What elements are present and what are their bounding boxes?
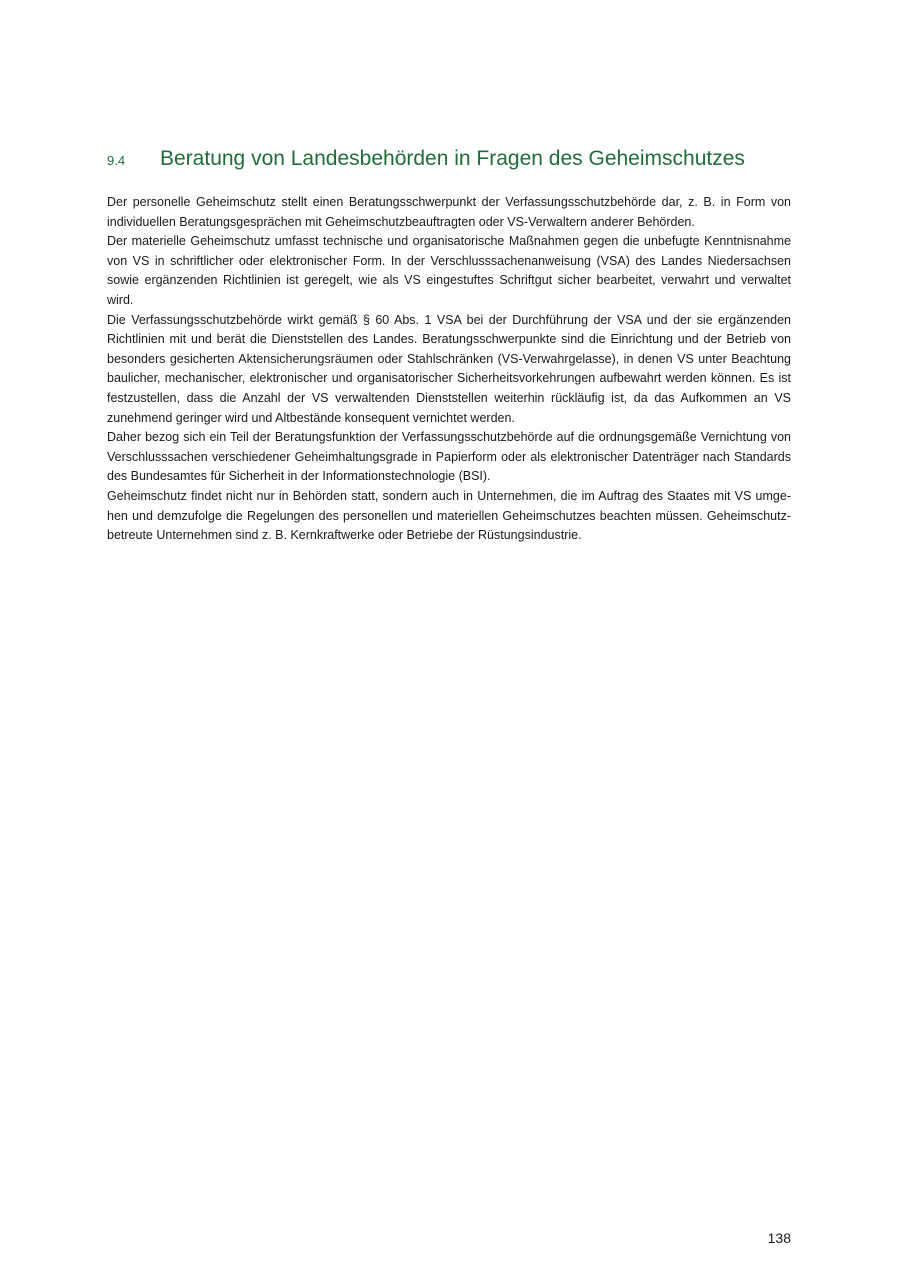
section-title: Beratung von Landesbehörden in Fragen des Geheimschutzes [160, 147, 745, 170]
paragraph-destruction: Daher bezog sich ein Teil der Beratungsfunktion der Verfassungsschutzbehörde auf die ordnungsgemäße Vernichtung von Verschlusssachen verschiedener Geheimhaltungsgrade in Papierform oder als elektronischer Datenträger nach Standards des Bundesamtes für Sicherheit in der Informationstechnologie (BSI). [107, 430, 791, 484]
paragraph-companies: Geheimschutz findet nicht nur in Behörden statt, sondern auch in Unternehmen, die im Auftrag des Staates mit VS umgehen und demzufolge die Regelungen des personellen und materiellen Geheimschutzes beachten müssen. Geheimschutzbetreute Unternehmen sind z. B. Kernkraftwerke oder Betriebe der Rüstungsindustrie. [107, 488, 791, 543]
paragraph-advisory-role: Die Verfassungsschutzbehörde wirkt gemäß § 60 Abs. 1 VSA bei der Durchführung der VSA und der sie ergänzenden Richtlinien mit und berät die Dienststellen des Landes. Beratungsschwerpunkte sind die Einrichtung und der Betrieb von besonders gesicherten Aktensicherungsräumen oder Stahlschränken (VS-Verwahrgelasse), in denen VS unter Beachtung baulicher, mechanischer, elektronischer und organisatorischer Sicherheitsvorkehrungen aufbewahrt werden können. Es ist festzustellen, dass die Anzahl der VS verwaltenden Dienststellen weiterhin rückläufig ist, da das Aufkommen an VS zunehmend geringer wird und Altbestände konsequent vernichtet werden. [107, 312, 791, 425]
section-heading [107, 144, 797, 174]
paragraph-material-security: Der materielle Geheimschutz umfasst technische und organisatorische Maßnahmen gegen die unbefugte Kenntnisnahme von VS in schriftlicher oder elektronischer Form. In der Verschlusssachenanweisung (VSA) des Landes Niedersachsen sowie ergänzenden Richtlinien ist geregelt, wie als VS eingestuftes Schriftgut sicher bearbeitet, verwahrt und verwaltet wird. [107, 234, 791, 307]
paragraph-personnel-security: Der personelle Geheimschutz stellt einen Beratungsschwerpunkt der Verfassungsschutzbehörde dar, z. B. in Form von individuellen Beratungsgesprächen mit Geheimschutzbeauftragten oder VS-Verwaltern anderer Behörden. [107, 195, 791, 229]
page-number: 138 [767, 1230, 791, 1246]
section-number: 9.4 [107, 153, 126, 168]
body-text [107, 193, 791, 546]
